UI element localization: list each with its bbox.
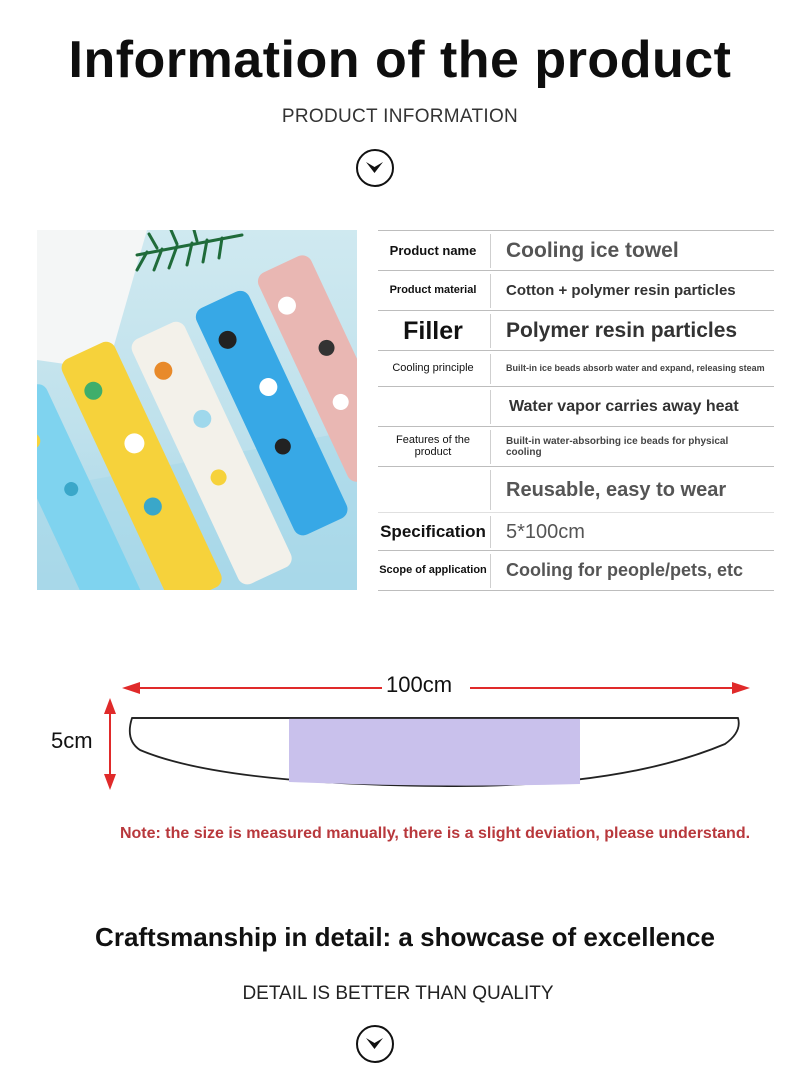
spec-row-cooling-principle	[378, 350, 774, 387]
product-photo	[37, 230, 357, 590]
section-subtitle: DETAIL IS BETTER THAN QUALITY	[242, 983, 554, 1004]
spec-row-filler	[378, 310, 774, 351]
spec-key: Product material	[389, 284, 477, 297]
spec-row-cooling-principle-2	[378, 386, 774, 427]
spec-value: Built-in water-absorbing ice beads for physical cooling	[506, 436, 729, 458]
spec-key: Product name	[389, 243, 477, 259]
spec-key: Specification	[380, 522, 486, 542]
spec-row-material	[378, 270, 774, 311]
spec-row-features-2	[378, 466, 774, 513]
size-diagram	[0, 660, 800, 800]
spec-value: 5*100cm	[506, 521, 585, 543]
spec-key: Features of the product	[396, 434, 470, 458]
spec-key: Cooling principle	[392, 362, 474, 375]
page-title: Information of the product	[68, 31, 732, 89]
spec-key	[378, 467, 488, 513]
page-subtitle: PRODUCT INFORMATION	[281, 106, 519, 127]
spec-value: Cooling for people/pets, etc	[506, 560, 744, 581]
spec-value: Polymer resin particles	[506, 319, 738, 343]
spec-row-scope	[378, 550, 774, 591]
size-note: Note: the size is measured manually, there is a slight deviation, please understand.	[119, 825, 751, 842]
spec-key: Filler	[403, 316, 463, 345]
width-label: 5cm	[51, 728, 93, 753]
spec-row-features	[378, 426, 774, 467]
chevron-down-icon-bottom	[356, 1025, 394, 1063]
section-title: Craftsmanship in detail: a showcase of excellence	[95, 922, 715, 952]
spec-value: Built-in ice beads absorb water and expand, releasing steam	[506, 363, 765, 374]
spec-value: Reusable, easy to wear	[506, 479, 727, 501]
spec-key	[378, 387, 488, 427]
length-label: 100cm	[386, 672, 453, 697]
spec-value: Cotton + polymer resin particles	[506, 281, 736, 299]
spec-row-product-name	[378, 230, 774, 271]
spec-value: Cooling ice towel	[506, 239, 679, 263]
chevron-down-icon	[356, 149, 394, 187]
spec-row-specification	[378, 512, 774, 551]
spec-key: Scope of application	[379, 564, 487, 577]
spec-value: Water vapor carries away heat	[509, 398, 739, 416]
